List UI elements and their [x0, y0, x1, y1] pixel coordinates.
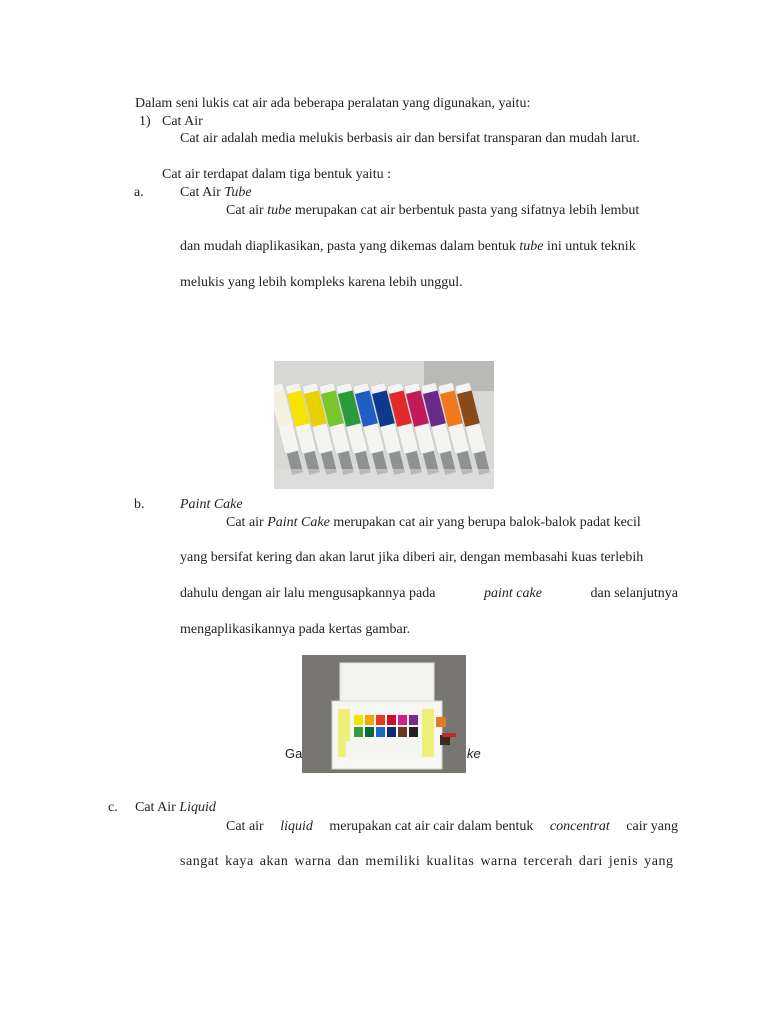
paint-tubes-illustration [274, 361, 494, 489]
paint-cake-pan [387, 727, 396, 737]
section-title: Cat Air [162, 114, 203, 129]
item-a-para-line3: melukis yang lebih kompleks karena lebih unggul. [180, 275, 463, 290]
item-b-letter: b. [134, 497, 145, 512]
item-c-title-prefix: Cat Air [135, 800, 176, 815]
item-b-para-line2: yang bersifat kering dan akan larut jika diberi air, dengan membasahi kuas terlebih [180, 550, 644, 565]
forms-intro-text: Cat air terdapat dalam tiga bentuk yaitu : [162, 167, 391, 182]
caption-fragment-right: ke [467, 746, 481, 761]
item-a-para-line2: dan mudah diaplikasikan, pasta yang dikemas dalam bentuk tube ini untuk teknik [180, 239, 636, 254]
paint-cake-photo [302, 655, 466, 773]
caption-fragment-left: Ga [285, 746, 303, 761]
section-number: 1) [139, 114, 151, 129]
paint-cake-pan [409, 715, 418, 725]
paint-cake-pan [354, 715, 363, 725]
item-b-title-italic: Paint Cake [180, 497, 243, 512]
item-c-title-italic: Liquid [179, 800, 216, 815]
item-a-title-italic: Tube [224, 185, 252, 200]
definition-text: Cat air adalah media melukis berbasis air dan bersifat transparan dan mudah larut. [180, 131, 640, 146]
paint-tubes-photo [274, 361, 494, 489]
paint-cake-pan [398, 727, 407, 737]
item-b-para-line1: Cat air Paint Cake merupakan cat air yang berupa balok-balok padat kecil [226, 515, 641, 530]
paint-cake-illustration [302, 655, 466, 773]
paint-cake-pan [365, 715, 374, 725]
paint-cake-pan [365, 727, 374, 737]
item-b-title [180, 496, 243, 514]
paint-cake-pan [409, 727, 418, 737]
paint-cake-pan [398, 715, 407, 725]
item-a-title [180, 184, 252, 202]
item-a-title-prefix: Cat Air [180, 185, 221, 200]
item-c-title [135, 799, 216, 817]
item-b-para-line3: dahulu dengan air lalu mengusapkannya pada paint cake dan selanjutnya [180, 586, 678, 601]
paint-cake-pan [376, 715, 385, 725]
paint-cake-pan [354, 727, 363, 737]
item-b-para-line4: mengaplikasikannya pada kertas gambar. [180, 622, 411, 637]
intro-text: Dalam seni lukis cat air ada beberapa peralatan yang digunakan, yaitu: [135, 96, 531, 111]
item-c-letter: c. [108, 800, 118, 815]
item-c-para-line2: sangat kaya akan warna dan memiliki kualitas warna tercerah dari jenis yang [180, 854, 674, 869]
item-a-para-line1: Cat air tube merupakan cat air berbentuk pasta yang sifatnya lebih lembut [226, 203, 640, 218]
paint-cake-pan [387, 715, 396, 725]
item-c-para-line1: Cat air liquid merupakan cat air cair dalam bentuk concentrat cair yang [226, 819, 678, 834]
paint-cake-pan [376, 727, 385, 737]
item-a-letter: a. [134, 185, 144, 200]
